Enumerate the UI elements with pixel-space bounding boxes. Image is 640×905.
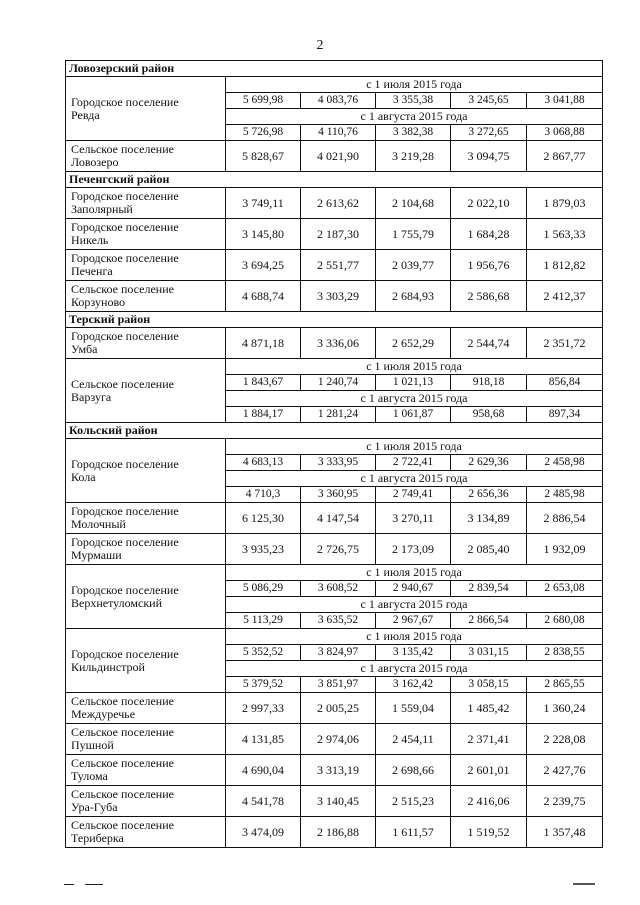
settlement-name: Сельское поселение Ловозеро (71, 142, 174, 169)
tariff-value: 5 113,29 (226, 613, 301, 629)
settlement-cell (66, 250, 226, 281)
tariff-value: 3 135,42 (376, 645, 451, 661)
tariff-value: 5 828,67 (226, 141, 301, 172)
tariff-table (65, 60, 603, 848)
tariff-value: 2 515,23 (376, 786, 451, 817)
tariff-value: 4 083,76 (301, 93, 376, 109)
section-row (66, 172, 603, 188)
settlement-row (66, 250, 603, 281)
settlement-row (66, 724, 603, 755)
tariff-value: 3 303,29 (301, 281, 376, 312)
tariff-value: 3 270,11 (376, 503, 451, 534)
tariff-value: 3 134,89 (451, 503, 527, 534)
tariff-value: 897,34 (527, 407, 603, 423)
tariff-value: 2 838,55 (527, 645, 603, 661)
period-row (66, 359, 603, 375)
settlement-cell (66, 503, 226, 534)
footer-rule-left (64, 884, 74, 885)
tariff-value: 1 360,24 (527, 693, 603, 724)
settlement-cell (66, 817, 226, 848)
tariff-value: 3 935,23 (226, 534, 301, 565)
tariff-value: 1 884,17 (226, 407, 301, 423)
tariff-value: 2 656,36 (451, 487, 527, 503)
tariff-value: 5 699,98 (226, 93, 301, 109)
page-number: 2 (316, 38, 324, 53)
settlement-row (66, 188, 603, 219)
settlement-cell (66, 534, 226, 565)
tariff-value: 3 824,97 (301, 645, 376, 661)
tariff-value: 2 485,98 (527, 487, 603, 503)
tariff-value: 4 690,04 (226, 755, 301, 786)
tariff-value: 6 125,30 (226, 503, 301, 534)
tariff-value: 2 684,93 (376, 281, 451, 312)
tariff-value: 1 061,87 (376, 407, 451, 423)
tariff-value: 1 843,67 (226, 375, 301, 391)
tariff-value: 2 749,41 (376, 487, 451, 503)
tariff-value: 4 688,74 (226, 281, 301, 312)
tariff-value: 3 635,52 (301, 613, 376, 629)
tariff-value: 2 722,41 (376, 455, 451, 471)
settlement-row (66, 281, 603, 312)
district-heading: Печенгский район (66, 172, 603, 188)
tariff-value: 3 031,15 (451, 645, 527, 661)
tariff-value: 918,18 (451, 375, 527, 391)
tariff-value: 3 360,95 (301, 487, 376, 503)
period-row (66, 565, 603, 581)
tariff-value: 1 240,74 (301, 375, 376, 391)
settlement-name: Сельское поселение Пушной (71, 725, 174, 752)
district-heading: Терский район (66, 312, 603, 328)
tariff-value: 3 851,97 (301, 677, 376, 693)
settlement-row (66, 328, 603, 359)
settlement-cell (66, 77, 226, 141)
tariff-value: 2 886,54 (527, 503, 603, 534)
tariff-value: 2 416,06 (451, 786, 527, 817)
settlement-name: Городское поселение Кола (71, 456, 179, 484)
tariff-value: 5 726,98 (226, 125, 301, 141)
tariff-value: 2 458,98 (527, 455, 603, 471)
tariff-value: 1 559,04 (376, 693, 451, 724)
settlement-name: Городское поселение Печенга (71, 251, 179, 278)
tariff-value: 3 608,52 (301, 581, 376, 597)
period-label: с 1 июля 2015 года (226, 565, 603, 581)
tariff-value: 4 683,13 (226, 455, 301, 471)
settlement-row (66, 755, 603, 786)
settlement-name: Городское поселение Заполярный (71, 189, 179, 216)
section-row (66, 61, 603, 77)
settlement-cell (66, 439, 226, 503)
tariff-value: 2 005,25 (301, 693, 376, 724)
tariff-value: 5 086,29 (226, 581, 301, 597)
tariff-value: 3 336,06 (301, 328, 376, 359)
tariff-value: 2 680,08 (527, 613, 603, 629)
settlement-row (66, 534, 603, 565)
tariff-value: 1 485,42 (451, 693, 527, 724)
tariff-value: 3 382,38 (376, 125, 451, 141)
tariff-value: 3 694,25 (226, 250, 301, 281)
tariff-value: 1 684,28 (451, 219, 527, 250)
settlement-row (66, 817, 603, 848)
tariff-value: 4 541,78 (226, 786, 301, 817)
tariff-value: 2 544,74 (451, 328, 527, 359)
period-label: с 1 июля 2015 года (226, 77, 603, 93)
settlement-cell (66, 188, 226, 219)
tariff-value: 3 245,65 (451, 93, 527, 109)
tariff-value: 2 613,62 (301, 188, 376, 219)
settlement-cell (66, 693, 226, 724)
tariff-value: 3 094,75 (451, 141, 527, 172)
tariff-value: 2 974,06 (301, 724, 376, 755)
tariff-value: 3 068,88 (527, 125, 603, 141)
tariff-value: 3 219,28 (376, 141, 451, 172)
tariff-value: 5 352,52 (226, 645, 301, 661)
tariff-value: 1 357,48 (527, 817, 603, 848)
tariff-value: 856,84 (527, 375, 603, 391)
settlement-name: Городское поселение Верхнетуломский (71, 582, 179, 610)
tariff-value: 1 755,79 (376, 219, 451, 250)
district-heading: Кольский район (66, 423, 603, 439)
tariff-value: 4 021,90 (301, 141, 376, 172)
period-label: с 1 июля 2015 года (226, 439, 603, 455)
tariff-value: 2 173,09 (376, 534, 451, 565)
tariff-value: 2 187,30 (301, 219, 376, 250)
settlement-cell (66, 219, 226, 250)
tariff-value: 2 454,11 (376, 724, 451, 755)
tariff-value: 2 104,68 (376, 188, 451, 219)
tariff-value: 958,68 (451, 407, 527, 423)
settlement-cell (66, 141, 226, 172)
tariff-value: 2 427,76 (527, 755, 603, 786)
settlement-name: Городское поселение Кильдинстрой (71, 646, 179, 674)
period-label: с 1 августа 2015 года (226, 471, 603, 487)
tariff-value: 2 586,68 (451, 281, 527, 312)
tariff-value: 2 371,41 (451, 724, 527, 755)
settlement-row (66, 693, 603, 724)
tariff-value: 3 041,88 (527, 93, 603, 109)
period-label: с 1 августа 2015 года (226, 597, 603, 613)
footer-rule-mid (85, 884, 103, 885)
tariff-value: 2 967,67 (376, 613, 451, 629)
footer-mark (573, 883, 595, 885)
tariff-value: 3 333,95 (301, 455, 376, 471)
settlement-name: Сельское поселение Корзуново (71, 282, 174, 309)
tariff-value: 3 355,38 (376, 93, 451, 109)
settlement-cell (66, 786, 226, 817)
tariff-value: 2 085,40 (451, 534, 527, 565)
settlement-row (66, 219, 603, 250)
tariff-value: 4 147,54 (301, 503, 376, 534)
tariff-value: 4 871,18 (226, 328, 301, 359)
settlement-name: Сельское поселение Варзуга (71, 376, 174, 404)
tariff-value: 3 140,45 (301, 786, 376, 817)
period-label: с 1 июля 2015 года (226, 359, 603, 375)
tariff-value: 1 563,33 (527, 219, 603, 250)
tariff-value: 1 021,13 (376, 375, 451, 391)
settlement-cell (66, 328, 226, 359)
district-heading: Ловозерский район (66, 61, 603, 77)
tariff-value: 4 110,76 (301, 125, 376, 141)
settlement-name: Городское поселение Ревда (71, 94, 179, 122)
period-label: с 1 августа 2015 года (226, 661, 603, 677)
settlement-name: Сельское поселение Тулома (71, 756, 174, 783)
tariff-value: 3 058,15 (451, 677, 527, 693)
period-label: с 1 августа 2015 года (226, 109, 603, 125)
period-row (66, 629, 603, 645)
tariff-value: 2 652,29 (376, 328, 451, 359)
settlement-cell (66, 565, 226, 629)
tariff-value: 3 474,09 (226, 817, 301, 848)
period-row (66, 77, 603, 93)
tariff-value: 4 131,85 (226, 724, 301, 755)
tariff-value: 4 710,3 (226, 487, 301, 503)
tariff-value: 1 281,24 (301, 407, 376, 423)
tariff-value: 5 379,52 (226, 677, 301, 693)
tariff-value: 3 272,65 (451, 125, 527, 141)
section-row (66, 312, 603, 328)
tariff-value: 2 653,08 (527, 581, 603, 597)
tariff-value: 1 611,57 (376, 817, 451, 848)
tariff-value: 3 749,11 (226, 188, 301, 219)
tariff-value: 1 519,52 (451, 817, 527, 848)
settlement-name: Городское поселение Никель (71, 220, 179, 247)
settlement-name: Городское поселение Умба (71, 329, 179, 356)
settlement-name: Сельское поселение Междуречье (71, 694, 174, 721)
period-label: с 1 июля 2015 года (226, 629, 603, 645)
tariff-value: 2 412,37 (527, 281, 603, 312)
tariff-value: 2 239,75 (527, 786, 603, 817)
settlement-cell (66, 724, 226, 755)
tariff-value: 1 956,76 (451, 250, 527, 281)
tariff-value: 1 812,82 (527, 250, 603, 281)
tariff-value: 2 867,77 (527, 141, 603, 172)
tariff-value: 2 839,54 (451, 581, 527, 597)
tariff-value: 2 865,55 (527, 677, 603, 693)
section-row (66, 423, 603, 439)
settlement-cell (66, 755, 226, 786)
tariff-value: 2 351,72 (527, 328, 603, 359)
settlement-name: Сельское поселение Териберка (71, 818, 174, 845)
tariff-value: 2 997,33 (226, 693, 301, 724)
tariff-value: 3 145,80 (226, 219, 301, 250)
tariff-value: 2 698,66 (376, 755, 451, 786)
settlement-cell (66, 359, 226, 423)
settlement-row (66, 503, 603, 534)
tariff-value: 2 022,10 (451, 188, 527, 219)
settlement-name: Сельское поселение Ура-Губа (71, 787, 174, 814)
settlement-row (66, 141, 603, 172)
settlement-name: Городское поселение Молочный (71, 504, 179, 531)
settlement-name: Городское поселение Мурмаши (71, 535, 179, 562)
tariff-value: 2 940,67 (376, 581, 451, 597)
tariff-value: 2 601,01 (451, 755, 527, 786)
tariff-value: 1 879,03 (527, 188, 603, 219)
tariff-value: 2 551,77 (301, 250, 376, 281)
tariff-value: 2 039,77 (376, 250, 451, 281)
tariff-value: 3 313,19 (301, 755, 376, 786)
tariff-value: 2 866,54 (451, 613, 527, 629)
tariff-value: 2 228,08 (527, 724, 603, 755)
tariff-value: 2 726,75 (301, 534, 376, 565)
settlement-cell (66, 629, 226, 693)
tariff-value: 2 629,36 (451, 455, 527, 471)
tariff-value: 2 186,88 (301, 817, 376, 848)
tariff-value: 3 162,42 (376, 677, 451, 693)
settlement-cell (66, 281, 226, 312)
period-row (66, 439, 603, 455)
period-label: с 1 августа 2015 года (226, 391, 603, 407)
settlement-row (66, 786, 603, 817)
tariff-value: 1 932,09 (527, 534, 603, 565)
